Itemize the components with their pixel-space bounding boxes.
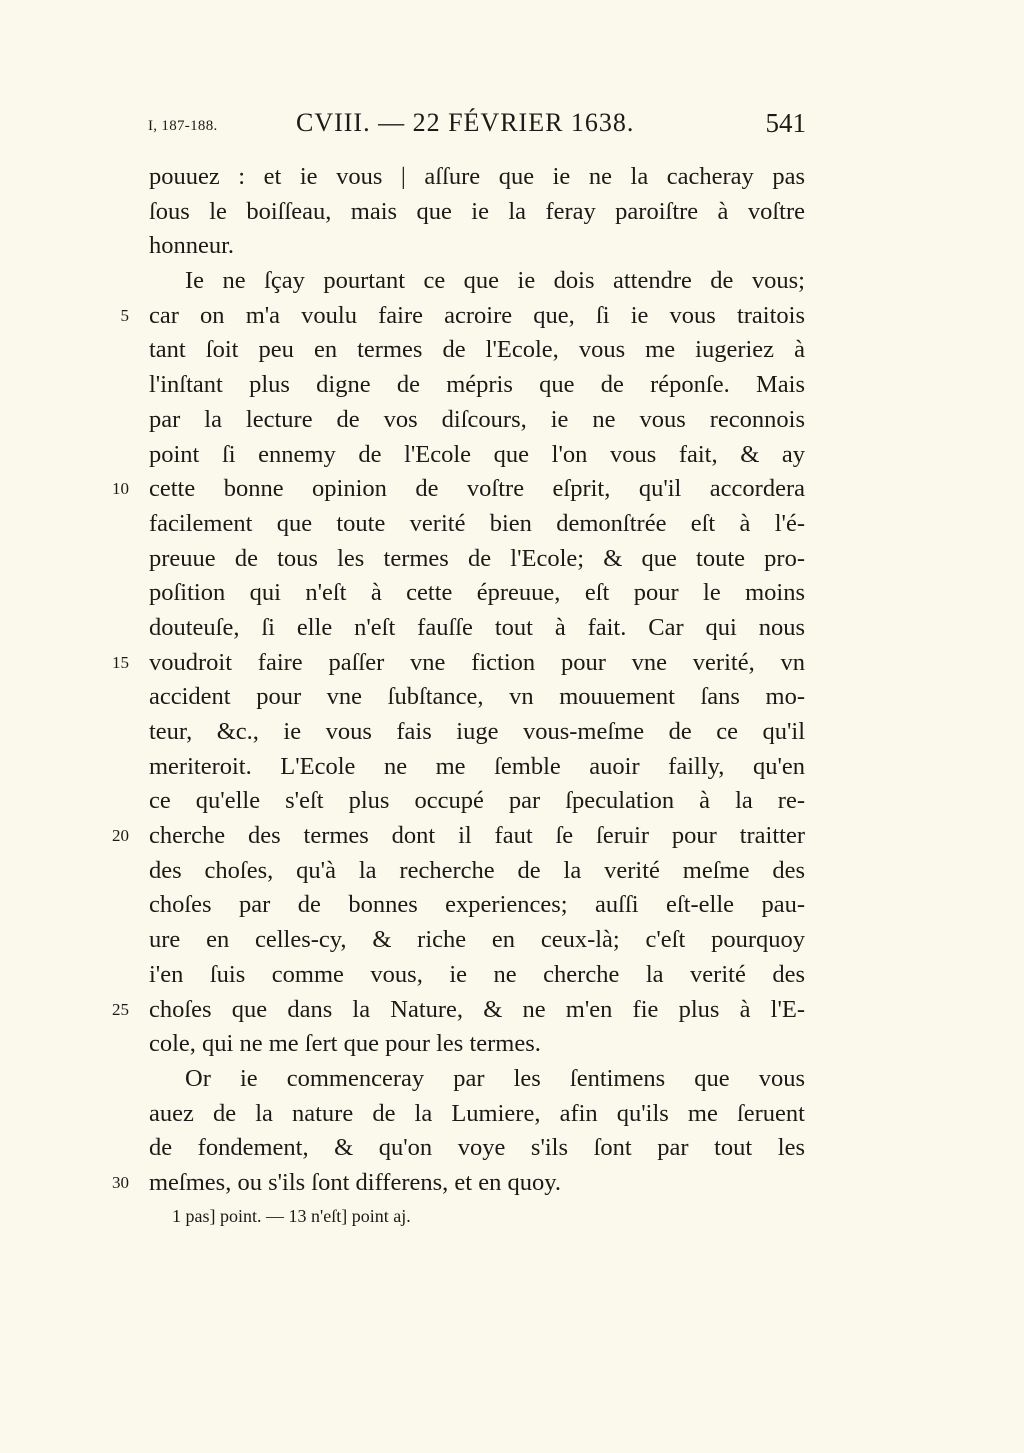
line-text: ure en celles-cy, & riche en ceux-là; c'eſt pourquoy	[149, 926, 805, 954]
text-line	[149, 611, 805, 646]
line-text: poſition qui n'eſt à cette épreuue, eſt pour le moins	[149, 579, 805, 607]
line-number: 25	[112, 999, 129, 1019]
text-line	[149, 923, 805, 958]
text-line	[149, 507, 805, 542]
line-text: honneur.	[149, 232, 235, 260]
line-text: cette bonne opinion de voſtre eſprit, qu'il accordera	[149, 475, 805, 503]
line-text: accident pour vne ſubſtance, vn mouuement ſans mo-	[149, 683, 805, 711]
text-line	[112, 472, 805, 507]
letter-title: CVIII. — 22 FÉVRIER 1638.	[296, 108, 635, 137]
line-text: ce qu'elle s'eſt plus occupé par ſpeculation à la re-	[149, 787, 805, 815]
text-line	[149, 160, 805, 195]
text-line	[149, 1131, 805, 1166]
text-line	[120, 299, 805, 334]
line-text: point ſi ennemy de l'Ecole que l'on vous fait, & ay	[149, 440, 805, 468]
line-text: ſous le boiſſeau, mais que ie la feray paroiſtre à voſtre	[149, 197, 805, 225]
text-line	[149, 368, 805, 403]
page-number: 541	[765, 108, 806, 138]
text-line	[149, 888, 805, 923]
line-text: douteuſe, ſi elle n'eſt fauſſe tout à fait. Car qui nous	[149, 613, 805, 641]
volume-reference: I, 187-188.	[148, 118, 218, 134]
line-text: cherche des termes dont il faut ſe ſeruir pour traitter	[149, 822, 805, 850]
line-text: Or ie commenceray par les ſentimens que vous	[185, 1064, 805, 1092]
line-text: auez de la nature de la Lumiere, afin qu'ils me ſeruent	[149, 1099, 805, 1127]
line-text: de fondement, & qu'on voye s'ils ſont par tout les	[149, 1134, 805, 1162]
text-line	[149, 784, 805, 819]
line-number: 10	[112, 479, 129, 499]
line-text: i'en ſuis comme vous, ie ne cherche la verité des	[149, 960, 805, 988]
text-line	[149, 715, 805, 750]
text-line	[112, 646, 805, 681]
line-text: meriteroit. L'Ecole ne me ſemble auoir failly, qu'en	[149, 752, 805, 780]
line-text: Ie ne ſçay pourtant ce que ie dois attendre de vous;	[185, 267, 805, 295]
text-line	[112, 993, 805, 1028]
line-text: choſes que dans la Nature, & ne m'en fie plus à l'E-	[149, 995, 805, 1023]
line-text: pouuez : et ie vous | aſſure que ie ne la cacheray pas	[149, 163, 805, 190]
line-text: cole, qui ne me ſert que pour les termes.	[149, 1030, 541, 1058]
text-line	[149, 854, 805, 889]
text-line	[149, 438, 805, 473]
line-text: voudroit faire paſſer vne fiction pour vne verité, vn	[149, 648, 805, 676]
line-text: car on m'a voulu faire acroire que, ſi ie vous traitois	[149, 301, 805, 329]
line-text: meſmes, ou s'ils ſont differens, et en quoy.	[149, 1168, 562, 1196]
line-text: par la lecture de vos diſcours, ie ne vous reconnois	[149, 405, 805, 433]
text-line	[149, 680, 805, 715]
text-line	[149, 264, 805, 299]
running-head	[148, 108, 806, 148]
text-line	[149, 1027, 805, 1062]
line-text: l'inſtant plus digne de mépris que de réponſe. Mais	[149, 371, 805, 399]
text-line	[149, 229, 805, 264]
line-text: tant ſoit peu en termes de l'Ecole, vous me iugeriez à	[149, 336, 805, 364]
text-line	[149, 1062, 805, 1097]
text-line	[149, 958, 805, 993]
letter-text	[112, 160, 805, 1201]
line-text: des choſes, qu'à la recherche de la verité meſme des	[149, 856, 805, 884]
line-text: teur, &c., ie vous fais iuge vous-meſme de ce qu'il	[149, 718, 805, 745]
line-number: 5	[120, 305, 129, 325]
line-number: 20	[112, 826, 129, 846]
text-line	[112, 1166, 805, 1201]
line-text: choſes par de bonnes experiences; auſſi eſt-elle pau-	[149, 891, 805, 919]
text-line	[149, 1097, 805, 1132]
text-line	[149, 750, 805, 785]
text-line	[149, 542, 805, 577]
line-number: 15	[112, 652, 129, 672]
text-line	[149, 403, 805, 438]
line-text: preuue de tous les termes de l'Ecole; & que toute pro-	[149, 544, 805, 572]
text-line	[149, 195, 805, 230]
line-number: 30	[112, 1172, 129, 1192]
line-text: facilement que toute verité bien demonſtrée eſt à l'é-	[149, 509, 805, 537]
text-line	[112, 819, 805, 854]
footnote: 1 pas] point. — 13 n'eſt] point aj.	[172, 1206, 411, 1226]
text-line	[149, 576, 805, 611]
text-line	[149, 333, 805, 368]
